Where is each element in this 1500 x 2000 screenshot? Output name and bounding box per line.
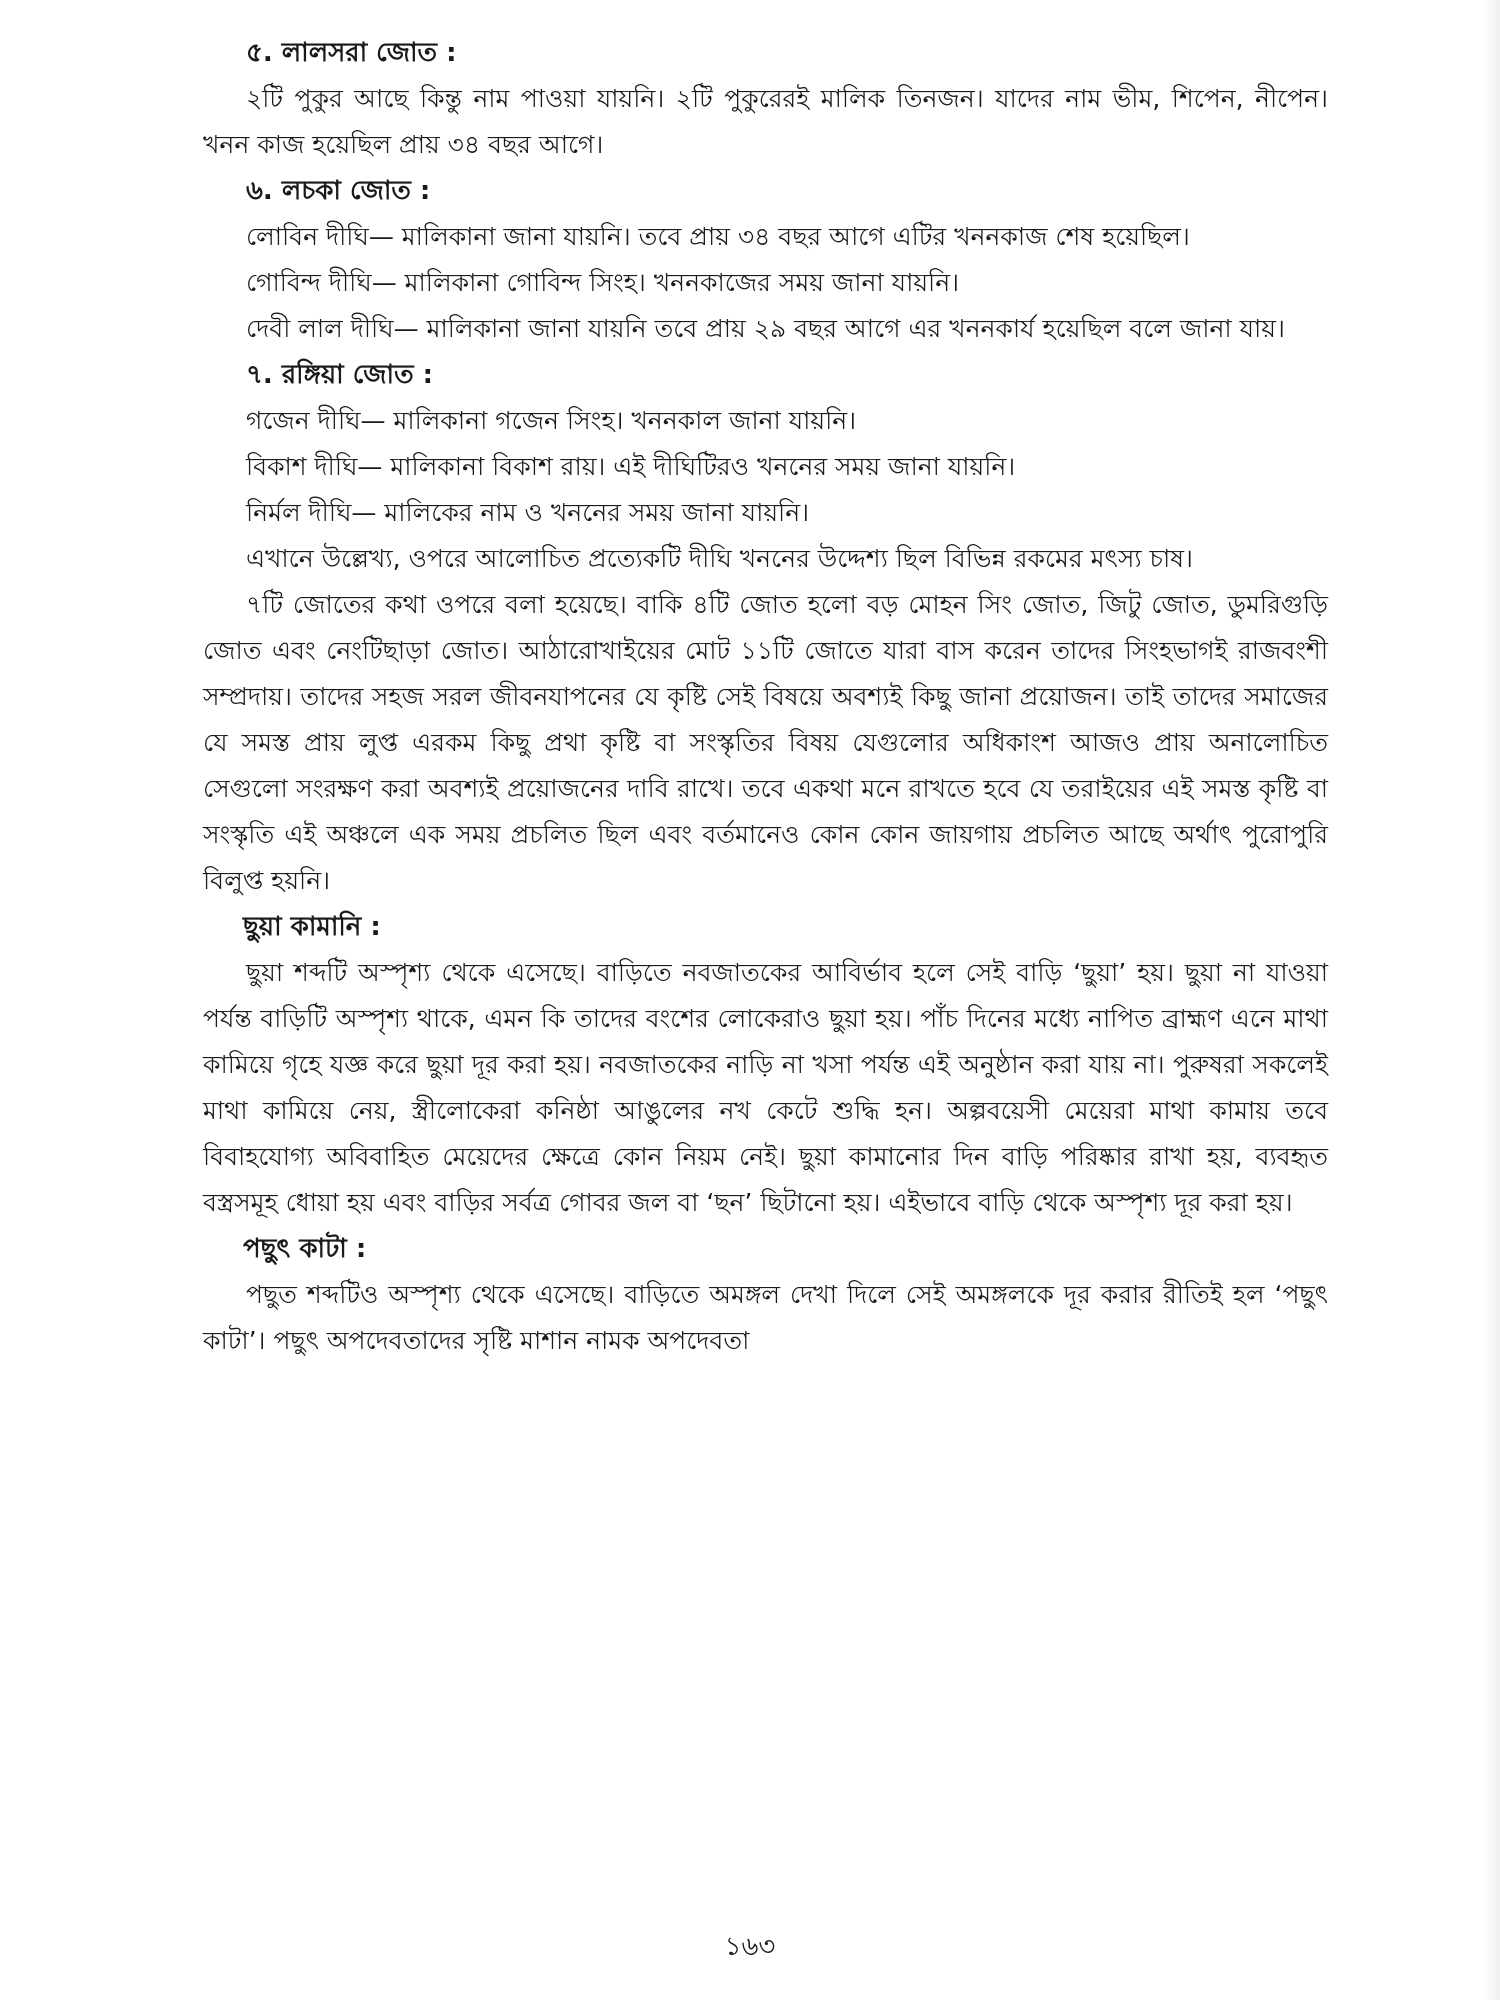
paragraph-fish-farming-note: এখানে উল্লেখ্য, ওপরে আলোচিত প্রত্যেকটি দীঘি খননের উদ্দেশ্য ছিল বিভিন্ন রকমের মৎস্য চাষ। xyxy=(246,544,1194,573)
section-heading-pachhut-kata: পছুৎ কাটা : xyxy=(243,1234,367,1264)
section-heading-rangia: ৭. রঙ্গিয়া জোত : xyxy=(246,360,434,390)
paragraph-chhuya-kamani: ছুয়া শব্দটি অস্পৃশ্য থেকে এসেছে। বাড়িতে নবজাতকের আবির্ভাব হলে সেই বাড়ি ‘ছুয়া’ হয়। ছুয়া না যাওয়া পর্যন্ত বাড়িটি অস্পৃশ্য থাকে, এমন কি তাদের বংশের লোকেরাও ছুয়া হয়। পাঁচ দিনের মধ্যে নাপিত ব্রাহ্মণ এনে মাথা কামিয়ে গৃহে যজ্ঞ করে ছুয়া দূর করা হয়। নবজাতকের নাড়ি না খসা পর্যন্ত এই অনুষ্ঠান করা যায় না। পুরুষরা সকলেই মাথা কামিয়ে নেয়, স্ত্রীলোকেরা কনিষ্ঠা আঙুলের নখ কেটে শুদ্ধি হন। অল্পবয়েসী মেয়েরা মাথা কামায় তবে বিবাহযোগ্য অবিবাহিত মেয়েদের ক্ষেত্রে কোন নিয়ম নেই। ছুয়া কামানোর দিন বাড়ি পরিষ্কার রাখা হয়, ব্যবহৃত বস্ত্রসমূহ ধোয়া হয় এবং বাড়ির সর্বত্র গোবর জল বা ‘ছন’ ছিটানো হয়। এইভাবে বাড়ি থেকে অস্পৃশ্য দূর করা হয়। xyxy=(203,958,1328,1217)
section-heading-lalsara: ৫. লালসরা জোত : xyxy=(246,38,457,68)
paragraph-lalsara: ২টি পুকুর আছে কিন্তু নাম পাওয়া যায়নি। ২টি পুকুরেরই মালিক তিনজন। যাদের নাম ভীম, শিপেন, নীপেন। খনন কাজ হয়েছিল প্রায় ৩৪ বছর আগে। xyxy=(203,84,1328,159)
entry-nirmal-dighi: নির্মল দীঘি— মালিকের নাম ও খননের সময় জানা যায়নি। xyxy=(246,498,810,527)
book-page xyxy=(203,30,1328,1364)
section-heading-chhuya-kamani: ছুয়া কামানি : xyxy=(243,912,381,942)
entry-lobin-dighi: লোবিন দীঘি— মালিকানা জানা যায়নি। তবে প্রায় ৩৪ বছর আগে এটির খননকাজ শেষ হয়েছিল। xyxy=(246,222,1190,251)
section-heading-lachka: ৬. লচকা জোত : xyxy=(246,176,431,206)
entry-gajen-dighi: গজেন দীঘি— মালিকানা গজেন সিংহ। খননকাল জানা যায়নি। xyxy=(246,406,857,435)
entry-bikash-dighi: বিকাশ দীঘি— মালিকানা বিকাশ রায়। এই দীঘিটিরও খননের সময় জানা যায়নি। xyxy=(246,452,1016,481)
entry-debi-lal-dighi: দেবী লাল দীঘি— মালিকানা জানা যায়নি তবে প্রায় ২৯ বছর আগে এর খননকার্য হয়েছিল বলে জানা যায়। xyxy=(246,314,1285,343)
entry-gobinda-dighi: গোবিন্দ দীঘি— মালিকানা গোবিন্দ সিংহ। খননকাজের সময় জানা যায়নি। xyxy=(246,268,960,297)
page-number: ১৬৩ xyxy=(724,1932,776,1962)
paragraph-pachhut-kata: পছুত শব্দটিও অস্পৃশ্য থেকে এসেছে। বাড়িতে অমঙ্গল দেখা দিলে সেই অমঙ্গলকে দূর করার রীতিই হল ‘পছুৎ কাটা’। পছুৎ অপদেবতাদের সৃষ্টি মাশান নামক অপদেবতা xyxy=(203,1280,1328,1355)
paragraph-remaining-jots: ৭টি জোতের কথা ওপরে বলা হয়েছে। বাকি ৪টি জোত হলো বড় মোহন সিং জোত, জিটু জোত, ডুমরিগুড়ি জোত এবং নেংটিছাড়া জোত। আঠারোখাইয়ের মোট ১১টি জোতে যারা বাস করেন তাদের সিংহভাগই রাজবংশী সম্প্রদায়। তাদের সহজ সরল জীবনযাপনের যে কৃষ্টি সেই বিষয়ে অবশ্যই কিছু জানা প্রয়োজন। তাই তাদের সমাজের যে সমস্ত প্রায় লুপ্ত এরকম কিছু প্রথা কৃষ্টি বা সংস্কৃতির বিষয় যেগুলোর অধিকাংশ আজও প্রায় অনালোচিত সেগুলো সংরক্ষণ করা অবশ্যই প্রয়োজনের দাবি রাখে। তবে একথা মনে রাখতে হবে যে তরাইয়ের এই সমস্ত কৃষ্টি বা সংস্কৃতি এই অঞ্চলে এক সময় প্রচলিত ছিল এবং বর্তমানেও কোন কোন জায়গায় প্রচলিত আছে অর্থাৎ পুরোপুরি বিলুপ্ত হয়নি। xyxy=(203,590,1328,895)
